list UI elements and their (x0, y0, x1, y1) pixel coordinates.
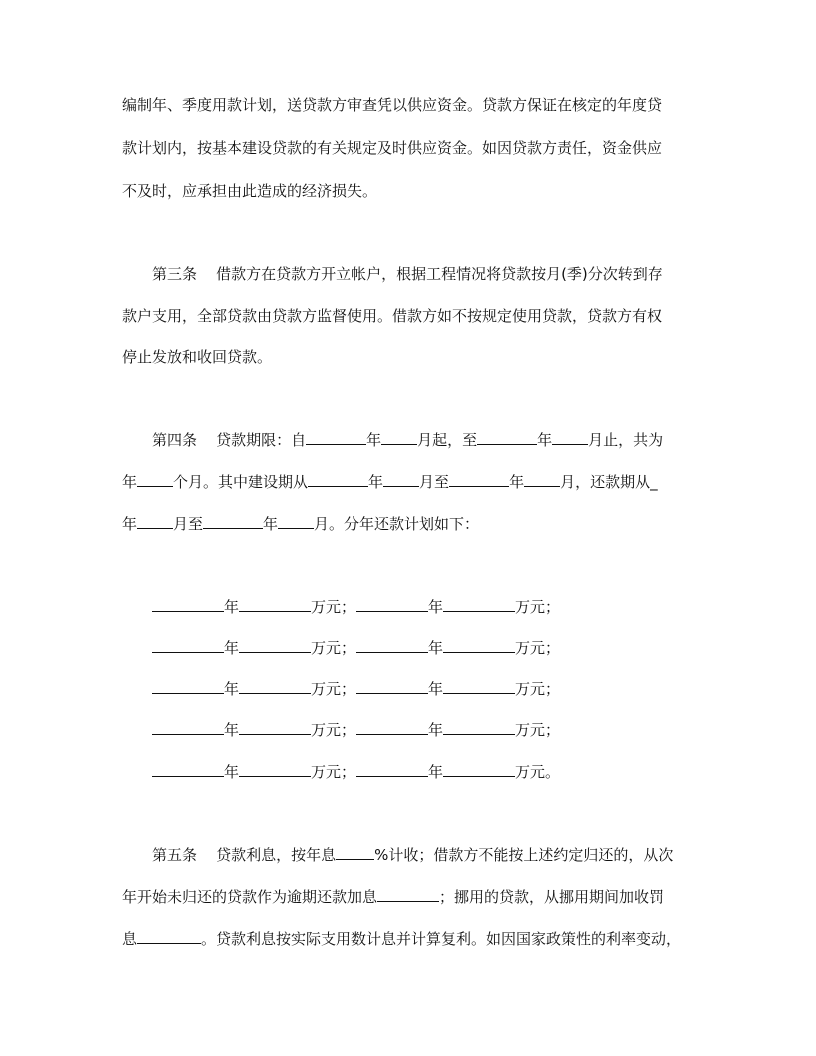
article-3-line: 停止发放和收回贷款。 (122, 348, 273, 366)
blank-field (137, 514, 173, 529)
paragraph-line: 编制年、季度用款计划，送贷款方审查凭以供应资金。贷款方保证在核定的年度贷 (122, 96, 663, 114)
text: 年 (224, 598, 240, 616)
text: 年 (122, 515, 138, 533)
text: 万元； (311, 721, 357, 739)
text: 万元； (311, 639, 357, 657)
blank-field (356, 638, 428, 653)
text: 年 (224, 763, 240, 781)
text: 万元； (311, 763, 357, 781)
article-3-line: 第三条 借款方在贷款方开立帐户，根据工程情况将贷款按月(季)分次转到存 (152, 265, 663, 283)
text: %计收；借款方不能按上述约定归还的，从次 (374, 846, 674, 864)
blank-field (152, 597, 224, 612)
text: 年 (368, 473, 384, 491)
blank-field (477, 430, 537, 445)
text: 万元。 (515, 763, 561, 781)
text: 月止，共为 (588, 431, 664, 449)
article-3-line: 款户支用，全部贷款由贷款方监督使用。借款方如不按规定使用贷款，贷款方有权 (122, 307, 663, 325)
blank-field (152, 762, 224, 777)
text: 年 (428, 639, 444, 657)
blank-field (152, 679, 224, 694)
blank-field (278, 514, 314, 529)
blank-field (239, 720, 311, 735)
text: 年 (224, 680, 240, 698)
blank-field (137, 929, 201, 944)
article-5-line-1 (152, 845, 673, 865)
text: 万元； (515, 680, 561, 698)
blank-field (443, 720, 515, 735)
article-5-line-2 (122, 887, 664, 907)
text: 年 (366, 431, 382, 449)
text: 万元； (515, 598, 561, 616)
paragraph-line: 款计划内，按基本建设贷款的有关规定及时供应资金。如因贷款方责任，资金供应 (122, 139, 663, 157)
blank-field (137, 472, 173, 487)
text: 月。分年还款计划如下： (314, 515, 480, 533)
text: 年 (537, 431, 553, 449)
blank-field (443, 679, 515, 694)
text: 年 (263, 515, 279, 533)
text: 第五条 贷款利息，按年息 (152, 846, 337, 864)
text: 息 (122, 930, 138, 948)
text: 年 (428, 763, 444, 781)
blank-field (443, 762, 515, 777)
blank-field (239, 597, 311, 612)
blank-field (524, 472, 560, 487)
blank-field (239, 679, 311, 694)
blank-field (443, 597, 515, 612)
blank-field (443, 638, 515, 653)
blank-field (383, 472, 419, 487)
repayment-row (152, 720, 560, 740)
blank-field (377, 887, 439, 902)
blank-field (306, 430, 366, 445)
text: 月至 (419, 473, 450, 491)
text: 万元； (515, 721, 561, 739)
text: 年 (428, 598, 444, 616)
repayment-row (152, 597, 560, 617)
article-4-line-1 (152, 430, 663, 450)
text: 年 (509, 473, 525, 491)
blank-field (356, 720, 428, 735)
text: 年 (428, 680, 444, 698)
text: 月至 (173, 515, 204, 533)
blank-field (381, 430, 417, 445)
text: 月，还款期从_ (560, 473, 658, 491)
text: 万元； (311, 680, 357, 698)
repayment-row (152, 638, 560, 658)
blank-field (356, 597, 428, 612)
blank-field (552, 430, 588, 445)
blank-field (336, 845, 374, 860)
text: 年 (224, 721, 240, 739)
blank-field (152, 720, 224, 735)
article-5-line-3 (122, 929, 681, 949)
blank-field (356, 762, 428, 777)
blank-field (152, 638, 224, 653)
text: 万元； (515, 639, 561, 657)
article-4-line-3 (122, 514, 479, 534)
text: 个月。其中建设期从 (173, 473, 309, 491)
text: 万元； (311, 598, 357, 616)
article-4-line-2 (122, 472, 658, 492)
text: 年 (122, 473, 138, 491)
text: 第四条 贷款期限：自 (152, 431, 307, 449)
text: 年 (428, 721, 444, 739)
blank-field (356, 679, 428, 694)
blank-field (239, 638, 311, 653)
blank-field (449, 472, 509, 487)
text: 年 (224, 639, 240, 657)
text: 。贷款利息按实际支用数计息并计算复利。如因国家政策性的利率变动， (201, 930, 682, 948)
text: 月起，至 (417, 431, 478, 449)
repayment-row (152, 679, 560, 699)
paragraph-line: 不及时，应承担由此造成的经济损失。 (122, 182, 378, 200)
repayment-row (152, 762, 560, 782)
text: 年开始未归还的贷款作为逾期还款加息 (122, 888, 378, 906)
blank-field (239, 762, 311, 777)
blank-field (308, 472, 368, 487)
text: ；挪用的贷款，从挪用期间加收罚 (439, 888, 665, 906)
blank-field (203, 514, 263, 529)
